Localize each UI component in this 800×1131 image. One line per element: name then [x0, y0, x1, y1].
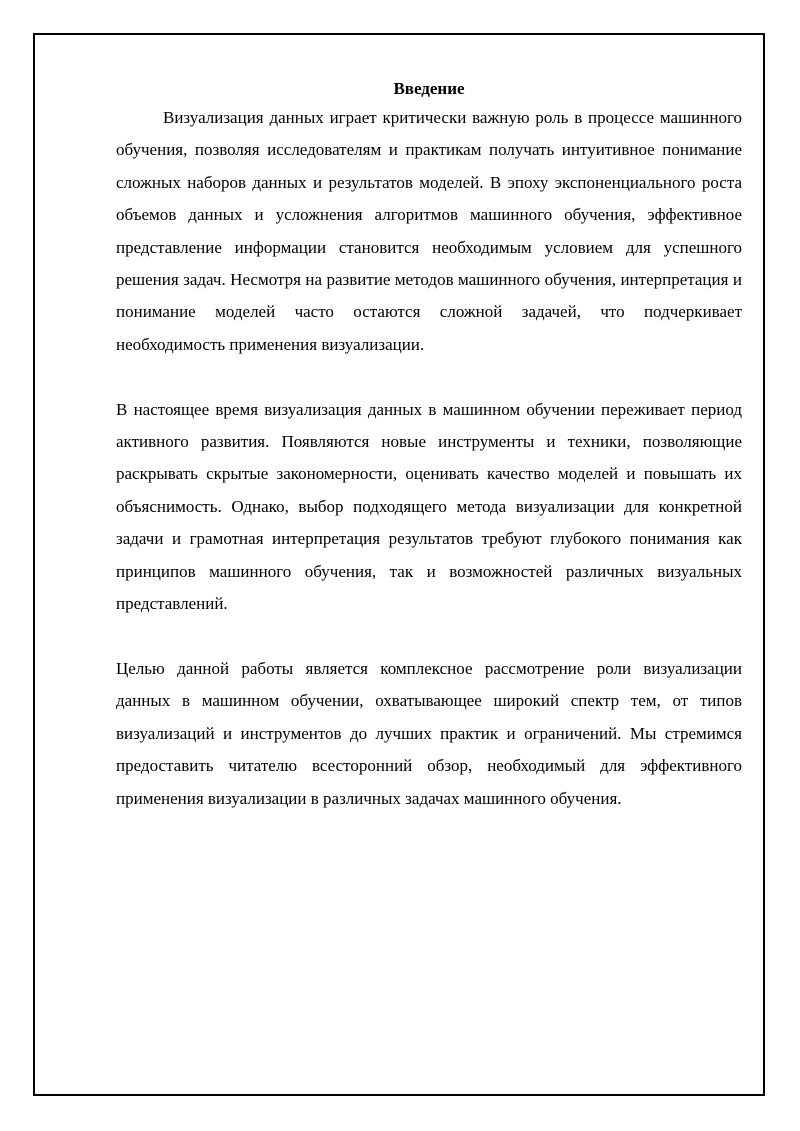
paragraph-1: Визуализация данных играет критически важную роль в процессе машинного обучения, позволяя исследователям и практикам получать интуитивное понимание сложных наборов данных и результатов моделей. В эпоху экспоненциального роста объемов данных и усложнения алгоритмов машинного обучения, эффективное представление информации становится необходимым условием для успешного решения задач. Несмотря на развитие методов машинного обучения, интерпретация и понимание моделей часто остаются сложной задачей, что подчеркивает необходимость применения визуализации. — [116, 108, 742, 354]
paragraph-3: Целью данной работы является комплексное рассмотрение роли визуализации данных в машинном обучении, охватывающее широкий спектр тем, от типов визуализаций и инструментов до лучших практик и ограничений. Мы стремимся предоставить читателю всесторонний обзор, необходимый для эффективного применения визуализации в различных задачах машинного обучения. — [116, 658, 742, 808]
document-title: Введение — [393, 79, 465, 98]
paragraph-gap — [116, 620, 742, 652]
paragraph-2: В настоящее время визуализация данных в машинном обучении переживает период активного развития. Появляются новые инструменты и техники, позволяющие раскрывать скрытые закономерности, оценивать качество моделей и повышать их объяснимость. Однако, выбор подходящего метода визуализации для конкретной задачи и грамотная интерпретация результатов требуют глубокого понимания как принципов машинного обучения, так и возможностей различных визуальных представлений. — [116, 399, 742, 614]
paragraph-gap — [116, 361, 742, 393]
document-body — [116, 76, 742, 815]
